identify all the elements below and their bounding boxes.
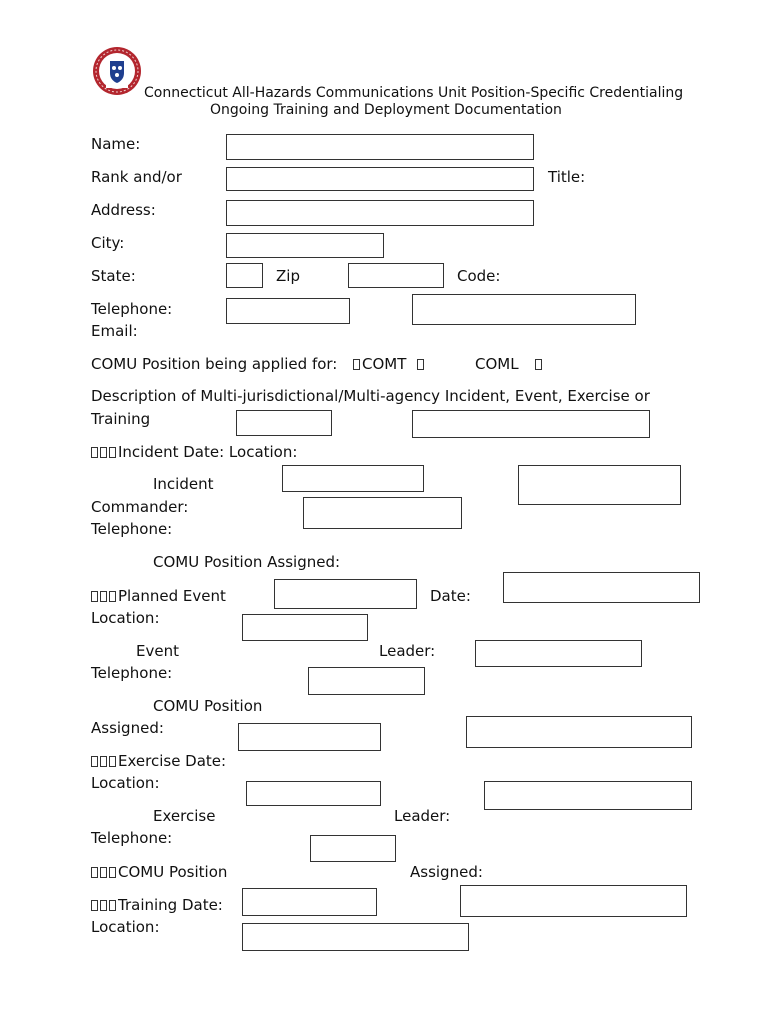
exercise-comu-box-icon-1 [91, 867, 98, 878]
email-label: Email: [91, 322, 138, 340]
coml-option[interactable] [475, 355, 544, 373]
telephone-field[interactable] [226, 298, 350, 324]
incident-date-label: Incident Date: Location: [118, 443, 298, 461]
document-title-line1: Connecticut All-Hazards Communications Unit Position-Specific Credentialing [144, 85, 684, 101]
planned-location-label: Location: [91, 609, 160, 627]
planned-date-field[interactable] [503, 572, 700, 603]
planned-event-label: Planned Event [118, 587, 226, 605]
incident-label: Incident [153, 475, 214, 493]
event-assigned-label: Assigned: [91, 719, 164, 737]
description-field-1[interactable] [236, 410, 332, 436]
commander-label: Commander: [91, 498, 189, 516]
connecticut-seal-icon [92, 46, 142, 96]
city-field[interactable] [226, 233, 384, 258]
exercise-leader-label: Leader: [394, 807, 451, 825]
exercise-comu-box-icon-2 [100, 867, 107, 878]
rank-label: Rank and/or [91, 168, 182, 186]
incident-date-row [91, 443, 297, 461]
state-label: State: [91, 267, 136, 285]
planned-event-box-icon-2 [100, 591, 107, 602]
planned-event-field[interactable] [274, 579, 417, 609]
planned-event-row [91, 587, 226, 605]
training-location-label: Location: [91, 918, 160, 936]
state-field[interactable] [226, 263, 263, 288]
planned-location-field[interactable] [242, 614, 368, 641]
training-date-label: Training Date: [118, 896, 223, 914]
coml-checkbox-icon[interactable] [535, 359, 542, 370]
document-title-line2: Ongoing Training and Deployment Documentation [210, 102, 562, 118]
address-field[interactable] [226, 200, 534, 226]
exercise-comu-box-icon-3 [109, 867, 116, 878]
planned-event-checkbox-icon[interactable] [91, 591, 98, 602]
training-box-icon-3 [109, 900, 116, 911]
exercise-comu-position-row [91, 863, 227, 881]
exercise-checkbox-icon[interactable] [91, 756, 98, 767]
zip-code-field[interactable] [348, 263, 444, 288]
description-label-line2: Training [91, 410, 151, 428]
address-label: Address: [91, 201, 156, 219]
training-date-row [91, 896, 223, 914]
coml-label: COML [475, 355, 519, 373]
incident-date-field[interactable] [282, 465, 424, 492]
event-leader-field[interactable] [475, 640, 642, 667]
event-assigned-field[interactable] [238, 723, 381, 751]
title-label: Title: [548, 168, 586, 186]
exercise-date-label: Exercise Date: [118, 752, 227, 770]
exercise-location-field[interactable] [484, 781, 692, 810]
exercise-telephone-field[interactable] [310, 835, 396, 862]
incident-box-icon-3 [109, 447, 116, 458]
comt-option[interactable] [353, 355, 426, 373]
incident-telephone-label: Telephone: [91, 520, 173, 538]
description-label-line1: Description of Multi-jurisdictional/Multi-agency Incident, Event, Exercise or [91, 387, 650, 405]
comt-label: COMT [362, 355, 407, 373]
incident-box-icon-2 [100, 447, 107, 458]
planned-date-label: Date: [430, 587, 471, 605]
planned-event-box-icon-3 [109, 591, 116, 602]
incident-location-field[interactable] [518, 465, 681, 505]
training-extra-field[interactable] [460, 885, 687, 917]
comt-checkbox-icon[interactable] [353, 359, 360, 370]
training-checkbox-icon[interactable] [91, 900, 98, 911]
rank-title-field[interactable] [226, 167, 534, 191]
description-field-2[interactable] [412, 410, 650, 438]
zip-label: Zip [276, 267, 300, 285]
exercise-date-row [91, 752, 226, 770]
exercise-box-icon-3 [109, 756, 116, 767]
exercise-assigned-label: Assigned: [410, 863, 483, 881]
incident-assigned-label: COMU Position Assigned: [153, 553, 341, 571]
exercise-location-label: Location: [91, 774, 160, 792]
exercise-label: Exercise [153, 807, 216, 825]
incident-commander-field[interactable] [303, 497, 462, 529]
event-comu-position-label: COMU Position [153, 697, 263, 715]
city-label: City: [91, 234, 125, 252]
event-leader-label: Leader: [379, 642, 436, 660]
email-field[interactable] [412, 294, 636, 325]
event-telephone-label: Telephone: [91, 664, 173, 682]
exercise-comu-position-label: COMU Position [118, 863, 228, 881]
comt-trailing-box-icon [417, 359, 424, 370]
exercise-box-icon-2 [100, 756, 107, 767]
comu-position-label: COMU Position being applied for: [91, 355, 338, 373]
training-box-icon-2 [100, 900, 107, 911]
exercise-telephone-label: Telephone: [91, 829, 173, 847]
event-extra-field[interactable] [466, 716, 692, 748]
event-telephone-field[interactable] [308, 667, 425, 695]
name-label: Name: [91, 135, 141, 153]
telephone-label: Telephone: [91, 300, 173, 318]
training-location-field[interactable] [242, 923, 469, 951]
exercise-date-field[interactable] [246, 781, 381, 806]
incident-checkbox-icon[interactable] [91, 447, 98, 458]
event-label: Event [136, 642, 179, 660]
training-date-field[interactable] [242, 888, 377, 916]
code-label: Code: [457, 267, 501, 285]
name-field[interactable] [226, 134, 534, 160]
